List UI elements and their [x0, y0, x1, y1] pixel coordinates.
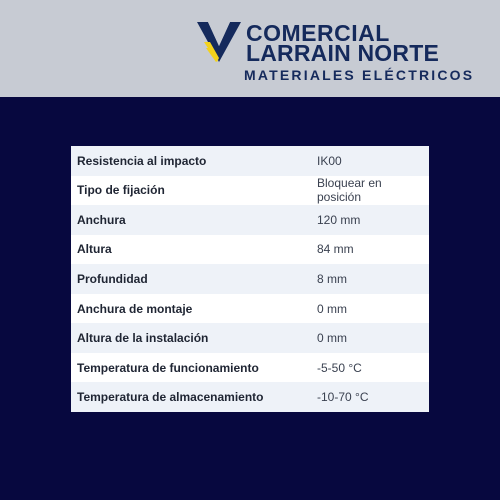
brand-name-line1: COMERCIAL [246, 20, 390, 46]
spec-value: IK00 [317, 153, 342, 168]
spec-value: 8 mm [317, 271, 347, 286]
spec-value: 120 mm [317, 212, 361, 227]
brand-name-line2: LARRAIN NORTE [246, 40, 439, 66]
specifications-table [71, 146, 429, 412]
spec-label: Anchura [77, 212, 126, 227]
spec-value: -5-50 °C [317, 360, 362, 375]
spec-label: Anchura de montaje [77, 301, 193, 316]
spec-value: 0 mm [317, 331, 347, 346]
spec-value: -10-70 °C [317, 390, 369, 405]
brand-logo [196, 20, 496, 90]
table-row [71, 205, 429, 235]
table-row [71, 353, 429, 383]
spec-label: Altura de la instalación [77, 331, 209, 346]
chevron-v-logo-icon [196, 20, 242, 64]
spec-label: Tipo de fijación [77, 183, 165, 198]
table-row [71, 294, 429, 324]
spec-value: Bloquear en posición [317, 176, 382, 205]
spec-value: 84 mm [317, 242, 354, 257]
spec-label: Resistencia al impacto [77, 153, 207, 168]
spec-label: Altura [77, 242, 112, 257]
brand-tagline: MATERIALES ELÉCTRICOS [244, 67, 475, 83]
header-banner [0, 0, 500, 97]
table-row [71, 235, 429, 265]
spec-label: Temperatura de almacenamiento [77, 390, 264, 405]
spec-label: Profundidad [77, 271, 148, 286]
table-row [71, 323, 429, 353]
table-row [71, 176, 429, 206]
spec-value: 0 mm [317, 301, 347, 316]
spec-label: Temperatura de funcionamiento [77, 360, 259, 375]
table-row [71, 146, 429, 176]
table-row [71, 382, 429, 412]
table-row [71, 264, 429, 294]
